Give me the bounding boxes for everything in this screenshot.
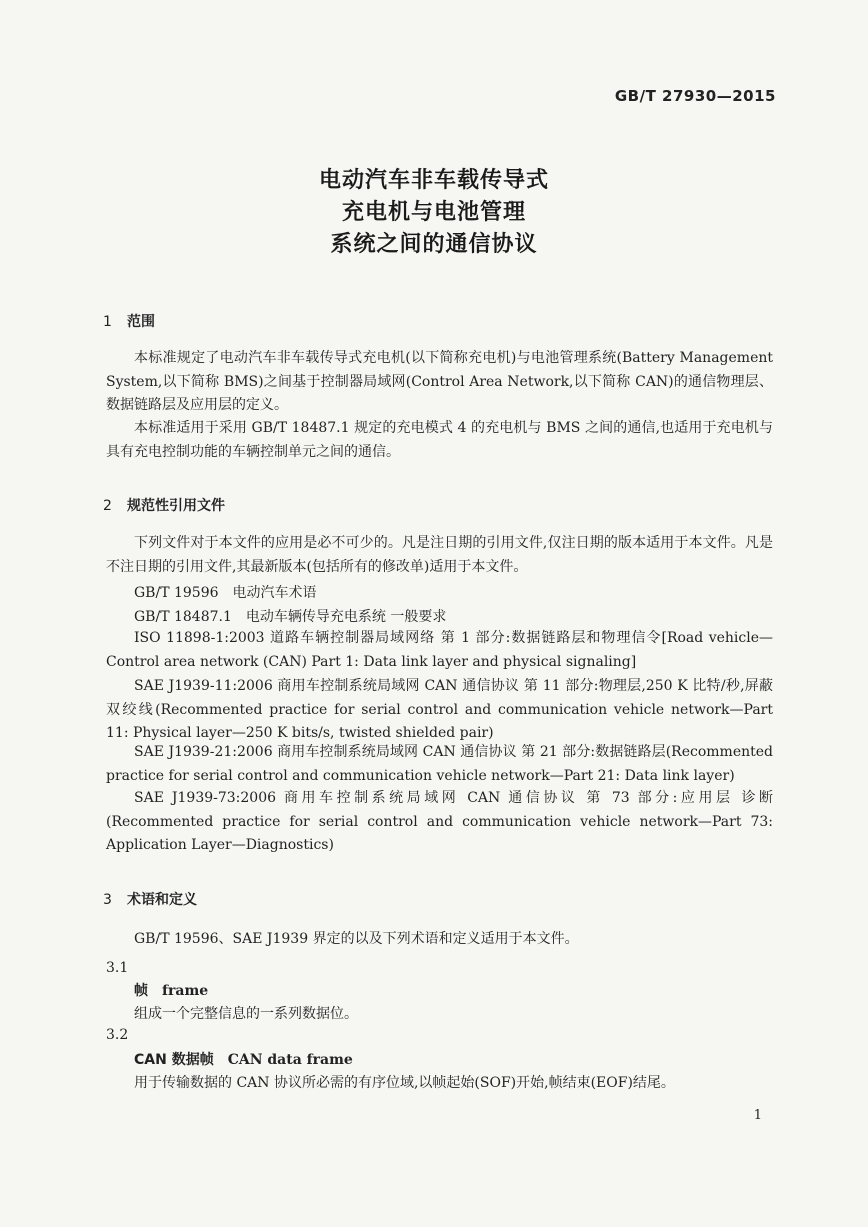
section-2-intro: 下列文件对于本文件的应用是必不可少的。凡是注日期的引用文件,仅注日期的版本适用于本文件。凡是不注日期的引用文件,其最新版本(包括所有的修改单)适用于本文件。 — [106, 535, 773, 575]
reference-1-code: GB/T 19596 — [134, 585, 219, 601]
title-line-1: 电动汽车非车载传导式 — [318, 168, 549, 193]
section-2-title: 规范性引用文件 — [127, 498, 225, 514]
standard-number: GB/T 27930—2015 — [614, 87, 776, 105]
reference-2 — [134, 606, 446, 628]
term-1-number: 3.1 — [106, 960, 129, 976]
term-1-definition: 组成一个完整信息的一系列数据位。 — [134, 1006, 358, 1022]
reference-4: SAE J1939-11:2006 商用车控制系统局域网 CAN 通信协议 第 11 部分:物理层,250 K 比特/秒,屏蔽双绞线(Recommented practice for serial control and communication vehicle network—Part 11: Physical layer—250 K bits/s, twisted shielded pair) — [106, 678, 773, 741]
term-2-en: CAN data frame — [227, 1052, 353, 1068]
section-3-heading — [103, 889, 197, 909]
reference-2-code: GB/T 18487.1 — [134, 609, 232, 625]
reference-3: ISO 11898-1:2003 道路车辆控制器局域网络 第 1 部分:数据链路层和物理信令[Road vehicle—Control area network (CAN) Part 1: Data link layer and physical signaling] — [106, 630, 773, 670]
term-2-name — [134, 1049, 353, 1069]
term-2-zh: CAN 数据帧 — [134, 1052, 214, 1068]
section-1-paragraph-2: 本标准适用于采用 GB/T 18487.1 规定的充电模式 4 的充电机与 BMS 之间的通信,也适用于充电机与具有充电控制功能的车辆控制单元之间的通信。 — [106, 420, 773, 460]
section-3-intro: GB/T 19596、SAE J1939 界定的以及下列术语和定义适用于本文件。 — [134, 931, 579, 947]
section-1-number: 1 — [103, 314, 112, 330]
reference-1 — [134, 582, 317, 604]
section-2-heading — [103, 495, 225, 515]
term-2-number: 3.2 — [106, 1027, 129, 1043]
term-1-zh: 帧 — [134, 983, 148, 999]
term-1-name — [134, 980, 208, 1000]
title-line-2: 充电机与电池管理 — [341, 200, 526, 225]
reference-6: SAE J1939-73:2006 商用车控制系统局域网 CAN 通信协议 第 73 部分:应用层 诊断(Recommented practice for serial control and communication vehicle network—Part 73: Application Layer—Diagnostics) — [106, 790, 773, 853]
section-1-paragraph-1: 本标准规定了电动汽车非车载传导式充电机(以下简称充电机)与电池管理系统(Battery Management System,以下简称 BMS)之间基于控制器局域网(Control Area Network,以下简称 CAN)的通信物理层、数据链路层及应用层的定义。 — [106, 350, 773, 413]
term-1-en: frame — [162, 983, 209, 999]
document-title — [0, 165, 868, 261]
section-1-heading — [103, 311, 155, 331]
section-3-title: 术语和定义 — [127, 892, 197, 908]
section-1-title: 范围 — [127, 314, 155, 330]
term-2-definition: 用于传输数据的 CAN 协议所必需的有序位域,以帧起始(SOF)开始,帧结束(EOF)结尾。 — [134, 1075, 675, 1091]
section-3-number: 3 — [103, 892, 112, 908]
page-number: 1 — [753, 1108, 762, 1123]
title-line-3: 系统之间的通信协议 — [330, 232, 538, 257]
reference-5: SAE J1939-21:2006 商用车控制系统局域网 CAN 通信协议 第 21 部分:数据链路层(Recommented practice for serial control and communication vehicle network—Part 21: Data link layer) — [106, 744, 773, 784]
section-2-number: 2 — [103, 498, 112, 514]
reference-2-title: 电动车辆传导充电系统 一般要求 — [245, 609, 447, 625]
reference-1-title: 电动汽车术语 — [232, 585, 317, 601]
